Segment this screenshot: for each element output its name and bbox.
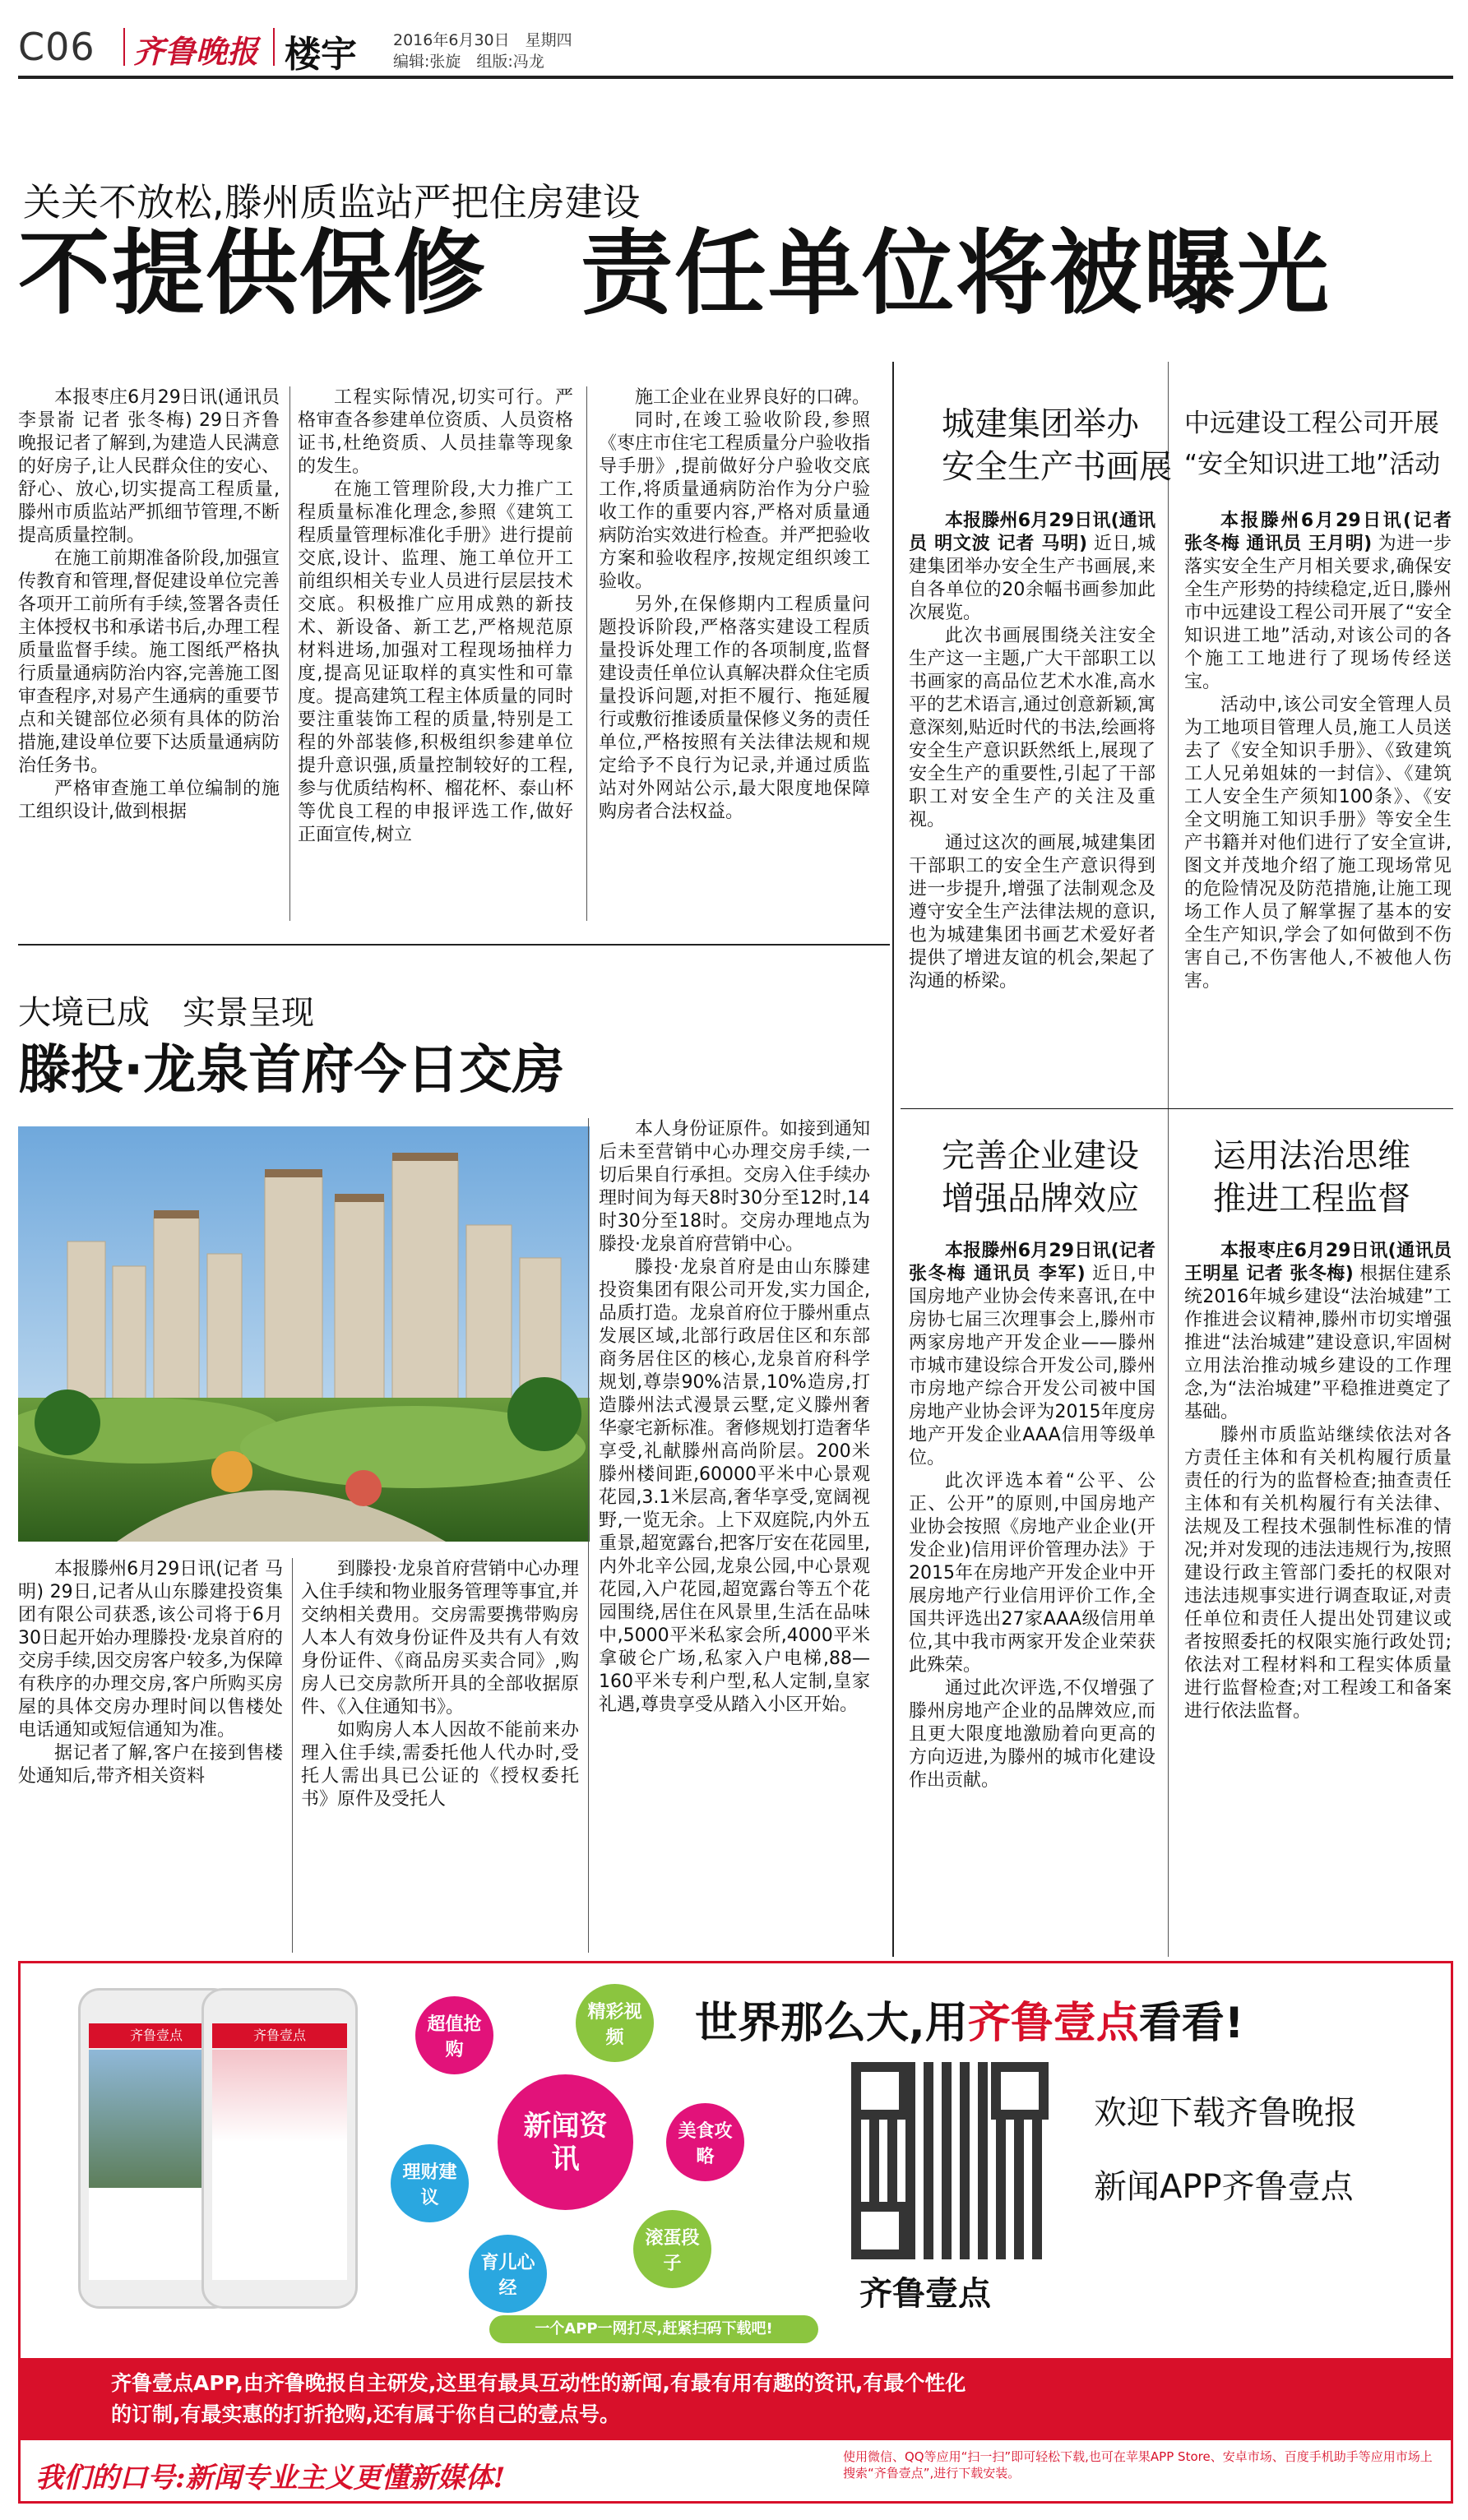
main-col-1: [18, 386, 280, 929]
a4-text1: 根据住建系统2016年城乡建设“法治城建”工作推进会议精神,滕州市切实增强推进“法治城建”建设意识,牢固树立用法治推动城乡建设的工作理念,为“法治城建”平稳推进奠定了基础。: [1184, 1264, 1452, 1422]
main-col1-text: 本报枣庄6月29日讯(通讯员 李景嵛 记者 张冬梅) 29日齐鲁晚报记者了解到,为建造人民满意的好房子,让人民群众住的安心、舒心、放心,切实提高工程质量,滕州市质监站严抓细节管理,不断提高质量控制。: [18, 387, 280, 546]
col-divider: [892, 362, 894, 1957]
col-divider: [292, 1558, 293, 1953]
qr-brand: 齐鲁壹点: [859, 2275, 991, 2313]
a1-title-line1: 城建集团举办: [942, 405, 1139, 443]
longquan-col1-p2: 据记者了解,客户在接到售楼处通知后,带齐相关资料: [18, 1743, 283, 1787]
a2-text1: 为进一步落实安全生产月相关要求,确保安全生产形势的持续稳定,近日,滕州市中远建设工程公司开展了“安全知识进工地”活动,对该公司的各个施工工地进行了现场传经送宝。: [1184, 534, 1452, 692]
main-kicker: 关关不放松,滕州质监站严把住房建设: [23, 180, 641, 224]
a3-title-line1: 完善企业建设: [942, 1137, 1139, 1175]
a1-text1: 近日,城建集团举办安全生产书画展,来自各单位的20余幅书画参加此次展览。: [909, 534, 1155, 623]
longquan-col-2: [301, 1558, 579, 1961]
a4-title-line1: 运用法治思维: [1213, 1137, 1410, 1175]
a2-title-line2: “安全知识进工地”活动: [1184, 450, 1441, 479]
newspaper-logo: 齐鲁晚报: [133, 33, 259, 70]
main-col3-p3: 另外,在保修期内工程质量问题投诉阶段,严格落实建设工程质量投诉处理工作的各项制度,监督建设责任单位认真解决群众住宅质量投诉问题,对拒不履行、拖延履行或敷衍推诿质量保修义务的责任单位,严格按照有关法律法规和规定给予不良行为记录,并通过质监站对外网站公示,最大限度地保障购房者合法权益。: [599, 594, 870, 822]
a1-title: [942, 403, 1172, 488]
slogan-pre: 世界那么大,用: [695, 1999, 968, 2048]
longquan-col3-p1: 本人身份证原件。如接到通知后未至营销中心办理交房手续,一切后果自行承担。交房入住手续办理时间为每天8时30分至12时,14时30分至18时。交房办理地点为滕投·龙泉首府营销中心。: [599, 1119, 870, 1255]
qr-code: [851, 2062, 1049, 2259]
a4-text2: 滕州市质监站继续依法对各方责任主体和有关机构履行质量责任的行为的监督检查;抽查责任主体和有关机构履行有关法律、法规及工程技术强制性标准的情况;并对发现的违法违规行为,按照建设行政主管部门委托的权限对违法违规事实进行调查取证,对责任单位和责任人提出处罚建议或者按照委托的权限实施行政处罚;依法对工程材料和工程实体质量进行监督检查;对工程竣工和备案进行依法监督。: [1184, 1425, 1452, 1722]
a3-title-line2: 增强品牌效应: [942, 1180, 1139, 1218]
col-divider: [1168, 362, 1169, 1957]
info-band-line2: 的订制,有最实惠的打折抢购,还有属于你自己的壹点号。: [111, 2402, 620, 2426]
longquan-col-1: [18, 1558, 283, 1961]
a1-byline: 本报滕州6月29日讯(通讯员 明文波 记者 马明): [909, 511, 1155, 554]
a3-text2: 此次评选本着“公平、公正、公开”的原则,中国房地产业协会按照《房地产业企业(开发企业)信用评价管理办法》于2015年在房地产开发企业中开展房地产行业信用评价工作,全国共评选出27家AAA级信用单位,其中我市两家开发企业荣获此殊荣。: [909, 1471, 1155, 1676]
residential-photo-image: [18, 1126, 590, 1542]
a2-title: [1184, 403, 1440, 485]
editors: 编辑:张旋 组版:冯龙: [393, 53, 544, 71]
longquan-col-3: [599, 1118, 870, 1957]
a1-title-line2: 安全生产书画展: [942, 448, 1172, 486]
a4-byline: 本报枣庄6月29日讯(通讯员 王明星 记者 张冬梅): [1184, 1241, 1452, 1284]
a1-text2: 此次书画展围绕关注安全生产这一主题,广大干部职工以书画家的高品位艺术水准,高水平的艺术语言,通过创意新颖,寓意深刻,贴近时代的书法,绘画将安全生产意识跃然纸上,展现了安全生产的重要性,引起了干部职工对安全生产的关注及重视。: [909, 626, 1155, 830]
a1-body: [909, 510, 1155, 1102]
a4-title: [1213, 1135, 1410, 1220]
residential-photo: [18, 1126, 590, 1542]
a3-text1: 近日,中国房地产业协会传来喜讯,在中房协七届三次理事会上,滕州市两家房地产开发企业——滕州市城市建设综合开发公司,滕州市房地产综合开发公司被中国房地产业协会评为2015年度房地产开发企业AAA信用等级单位。: [909, 1264, 1155, 1468]
a2-text2: 活动中,该公司安全管理人员为工地项目管理人员,施工人员送去了《安全知识手册》、《致建筑工人兄弟姐妹的一封信》、《建筑工人安全生产须知100条》、《安全文明施工知识手册》等安全生产书籍并对他们进行了安全宣讲,图文并茂地介绍了施工现场常见的危险情况及防范措施,让施工现场工作人员了解掌握了基本的安全生产知识,学会了如何做到不伤害自己,不伤害他人,不被他人伤害。: [1184, 695, 1452, 992]
main-col3-p2: 同时,在竣工验收阶段,参照《枣庄市住宅工程质量分户验收指导手册》,提前做好分户验收交底工作,将质量通病防治作为分户验收工作的重要内容,严格对质量通病防治实效进行检查。并严把验收方案和验收程序,按规定组织竣工验收。: [599, 410, 870, 592]
section-rule: [901, 1108, 1453, 1109]
ad-slogan: [695, 1988, 1244, 2050]
advertisement: [18, 1961, 1453, 2504]
a3-byline: 本报滕州6月29日讯(记者 张冬梅 通讯员 李军): [909, 1241, 1155, 1284]
phone-mockup: [201, 1988, 358, 2309]
section-rule: [18, 944, 890, 946]
longquan-col1-p1: 本报滕州6月29日讯(记者 马明) 29日,记者从山东滕建投资集团有限公司获悉,该公司将于6月30日起开始办理滕投·龙泉首府的交房手续,因交房客户较多,为保障有秩序的办理交房,客户所购买房屋的具体交房办理时间以售楼处电话通知或短信通知为准。: [18, 1559, 283, 1741]
divider: [123, 28, 125, 66]
main-col3-p1: 施工企业在业界良好的口碑。: [635, 387, 870, 408]
feature-bubble: 美食攻略: [666, 2103, 744, 2181]
issue-date: 2016年6月30日 星期四: [393, 31, 572, 49]
a4-title-line2: 推进工程监督: [1213, 1180, 1410, 1218]
slogan-brand: 齐鲁壹点: [967, 1999, 1139, 2048]
longquan-col2-p2: 如购房人本人因故不能前来办理入住手续,需委托他人代办时,受托人需出具已公证的《授权委托书》原件及受托人: [301, 1720, 579, 1810]
main-col2-p2: 在施工管理阶段,大力推广工程质量标准化理念,参照《建筑工程质量管理标准化手册》进行提前交底,设计、监理、施工单位开工前组织相关专业人员进行层层技术交底。积极推广应用成熟的新技术、新设备、新工艺,严格规范原材料进场,加强对工程现场抽样力度,提高见证取样的真实性和可靠度。提高建筑工程主体质量的同时要注重装饰工程的质量,特别是工程的外部装修,积极组织参建单位提升意识强,质量控制较好的工程,参与优质结构杯、榴花杯、泰山杯等优良工程的申报评选工作,做好正面宣传,树立: [298, 479, 573, 845]
a2-title-line1: 中远建设工程公司开展: [1184, 409, 1439, 438]
col-divider: [588, 1118, 589, 1953]
main-col2-p1: 工程实际情况,切实可行。严格审查各参建单位资质、人员资格证书,杜绝资质、人员挂靠等现象的发生。: [298, 387, 573, 477]
main-col1-p2: 在施工前期准备阶段,加强宣传教育和管理,督促建设单位完善各项开工前所有手续,签署各责任主体授权书和承诺书后,办理工程质量监督手续。施工图纸严格执行质量通病防治内容,完善施工图审查程序,对易产生通病的重要节点和关键部位必须有具体的防治措施,建设单位要下达质量通病防治任务书。: [18, 548, 280, 776]
ribbon: 一个APP一网打尽,赶紧扫码下载吧!: [489, 2315, 818, 2343]
a3-title: [942, 1135, 1139, 1220]
divider: [273, 28, 275, 66]
a4-body: [1184, 1240, 1452, 1955]
info-band-line1: 齐鲁壹点APP,由齐鲁晚报自主研发,这里有最具互动性的新闻,有最有用有趣的资讯,有最个性化: [111, 2371, 966, 2395]
phone-screen: [212, 2050, 347, 2280]
download-note: 使用微信、QQ等应用“扫一扫”即可轻松下载,也可在苹果APP Store、安卓市场、百度手机助手等应用市场上搜索“齐鲁壹点”,进行下载安装。: [843, 2449, 1433, 2481]
a3-text3: 通过此次评选,不仅增强了滕州房地产企业的品牌效应,而且更大限度地激励着向更高的方向迈进,为滕州的城市化建设作出贡献。: [909, 1678, 1155, 1791]
feature-bubble: 理财建议: [391, 2144, 469, 2222]
longquan-headline: 滕投·龙泉首府今日交房: [18, 1040, 565, 1101]
longquan-col2-p1: 到滕投·龙泉首府营销中心办理入住手续和物业服务管理等事宜,并交纳相关费用。交房需要携带购房人本人有效身份证件及共有人有效身份证件、《商品房买卖合同》,购房人已交房款所开具的全部收据原件、《入住通知书》。: [301, 1559, 579, 1718]
feature-bubble: 滚蛋段子: [633, 2210, 711, 2288]
motto: 我们的口号:新闻专业主义更懂新媒体!: [35, 2462, 506, 2495]
main-headline: 不提供保修 责任单位将被曝光: [18, 220, 1331, 327]
a1-text3: 通过这次的画展,城建集团干部职工的安全生产意识得到进一步提升,增强了法制观念及遵守安全生产法律法规的意识,也为城建集团书画艺术爱好者提供了增进友谊的机会,架起了沟通的桥梁。: [909, 833, 1155, 992]
news-bubble: 新闻资讯: [498, 2074, 633, 2210]
feature-bubble: 精彩视频: [576, 1984, 654, 2062]
phone-header: 齐鲁壹点: [89, 2023, 224, 2048]
feature-bubble: 育儿心经: [469, 2235, 547, 2313]
main-col-2: [298, 386, 573, 929]
info-band: [21, 2358, 1451, 2440]
phone-header: 齐鲁壹点: [212, 2023, 347, 2048]
a2-byline: 本报滕州6月29日讯(记者 张冬梅 通讯员 王月明): [1184, 511, 1452, 554]
download-line-2: 新闻APP齐鲁壹点: [1094, 2168, 1354, 2206]
page-number: C06: [18, 25, 95, 69]
slogan-post: 看看!: [1138, 1999, 1244, 2048]
a2-body: [1184, 510, 1452, 1102]
longquan-col3-p2: 滕投·龙泉首府是由山东滕建投资集团有限公司开发,实力国企,品质打造。龙泉首府位于滕州重点发展区域,北部行政居住区和东部商务居住区的核心,龙泉首府科学规划,尊崇90%洁景,10%造房,打造滕州法式漫景云墅,定义滕州奢华豪宅新标准。奢修规划打造奢华享受,礼献滕州高尚阶层。200米滕州楼间距,60000平米中心景观花园,3.1米层高,奢华享受,宽阔视野,一览无余。上下双庭院,内外五重景,超宽露台,把客厅安在花园里,内外北辛公园,龙泉公园,中心景观花园,入户花园,超宽露台等五个花园围绕,居住在风景里,生活在品味中,5000平米私家会所,4000平米拿破仑广场,私家入户电梯,88—160平米专利户型,私人定制,皇家礼遇,尊贵享受从踏入小区开始。: [599, 1257, 870, 1715]
download-line-1: 欢迎下载齐鲁晚报: [1094, 2094, 1357, 2132]
longquan-kicker: 大境已成 实景呈现: [18, 994, 314, 1032]
a3-body: [909, 1240, 1155, 1955]
col-divider: [289, 386, 290, 921]
main-col1-p3: 严格审查施工单位编制的施工组织设计,做到根据: [18, 779, 280, 822]
section-name: 楼宇: [285, 34, 357, 76]
col-divider: [586, 386, 587, 921]
main-col-3: [599, 386, 870, 929]
feature-bubble: 超值抢购: [415, 1996, 493, 2074]
header-rule: [18, 76, 1453, 79]
